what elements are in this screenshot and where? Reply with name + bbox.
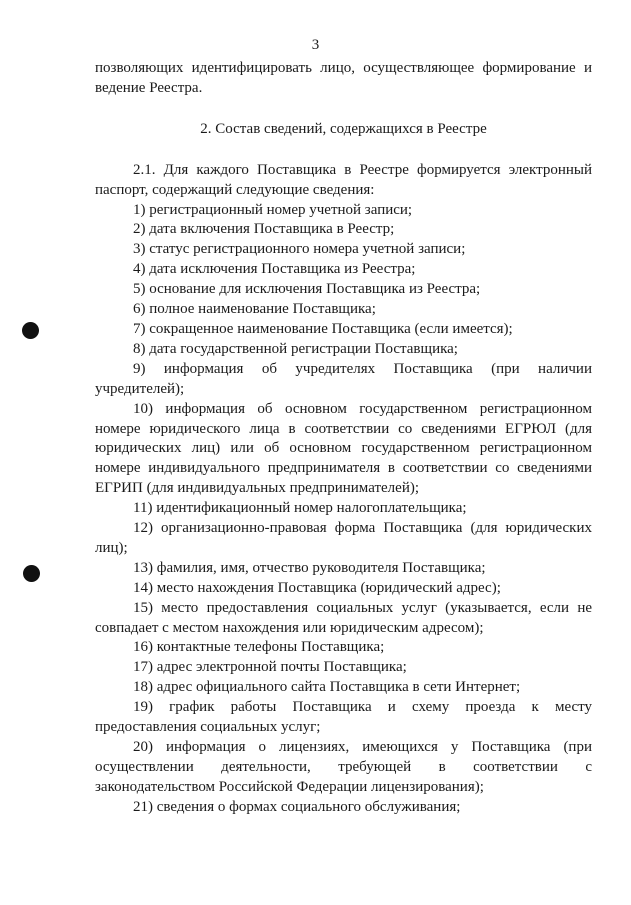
section-heading: 2. Состав сведений, содержащихся в Реестре — [200, 120, 487, 137]
page-number: 3 — [311, 37, 320, 53]
list-item: 18) адрес официального сайта Поставщика в сети Интернет; — [133, 679, 521, 696]
list-item: 17) адрес электронной почты Поставщика; — [133, 659, 407, 676]
punch-hole — [23, 565, 40, 582]
paragraph-continuation: позволяющих идентифицировать лицо, осуществляющее формирование и ведение Реестра. — [95, 60, 592, 96]
list-item: 9) информация об учредителях Поставщика (при наличии учредителей); — [95, 360, 592, 397]
list-item: 8) дата государственной регистрации Поставщика; — [133, 340, 458, 357]
list-item: 11) идентификационный номер налогоплательщика; — [133, 500, 467, 517]
list-item: 19) график работы Поставщика и схему проезда к месту предоставления социальных услуг; — [95, 699, 592, 736]
list-item: 5) основание для исключения Поставщика из Реестра; — [133, 281, 481, 298]
list-item: 6) полное наименование Поставщика; — [133, 301, 376, 318]
section-lead: 2.1. Для каждого Поставщика в Реестре формируется электронный паспорт, содержащий следующие сведения: — [95, 161, 592, 198]
list-item: 2) дата включения Поставщика в Реестр; — [133, 221, 395, 238]
item-list — [95, 201, 592, 818]
document-body — [95, 59, 592, 818]
list-item: 1) регистрационный номер учетной записи; — [133, 201, 413, 218]
list-item: 20) информация о лицензиях, имеющихся у Поставщика (при осуществлении деятельности, требующей в соответствии с законодательством Российской Федерации лицензирования); — [95, 739, 592, 795]
list-item: 13) фамилия, имя, отчество руководителя Поставщика; — [133, 559, 486, 576]
list-item: 15) место предоставления социальных услуг (указывается, если не совпадает с местом нахождения или юридическим адресом); — [95, 599, 592, 636]
list-item: 10) информация об основном государственном регистрационном номере юридического лица в соответствии со сведениями ЕГРЮЛ (для юридических лиц) или об основном государственном регистрационном номере индивидуального предпринимателя в соответствии со сведениями ЕГРИП (для индивидуальных предпринимателей); — [95, 400, 592, 497]
list-item: 14) место нахождения Поставщика (юридический адрес); — [133, 579, 501, 596]
list-item: 16) контактные телефоны Поставщика; — [133, 639, 385, 656]
punch-hole — [22, 322, 39, 339]
list-item: 21) сведения о формах социального обслуживания; — [133, 798, 461, 815]
list-item: 12) организационно-правовая форма Поставщика (для юридических лиц); — [95, 520, 592, 556]
list-item: 3) статус регистрационного номера учетной записи; — [133, 241, 466, 258]
list-item: 4) дата исключения Поставщика из Реестра; — [133, 261, 416, 278]
list-item: 7) сокращенное наименование Поставщика (если имеется); — [133, 320, 513, 337]
